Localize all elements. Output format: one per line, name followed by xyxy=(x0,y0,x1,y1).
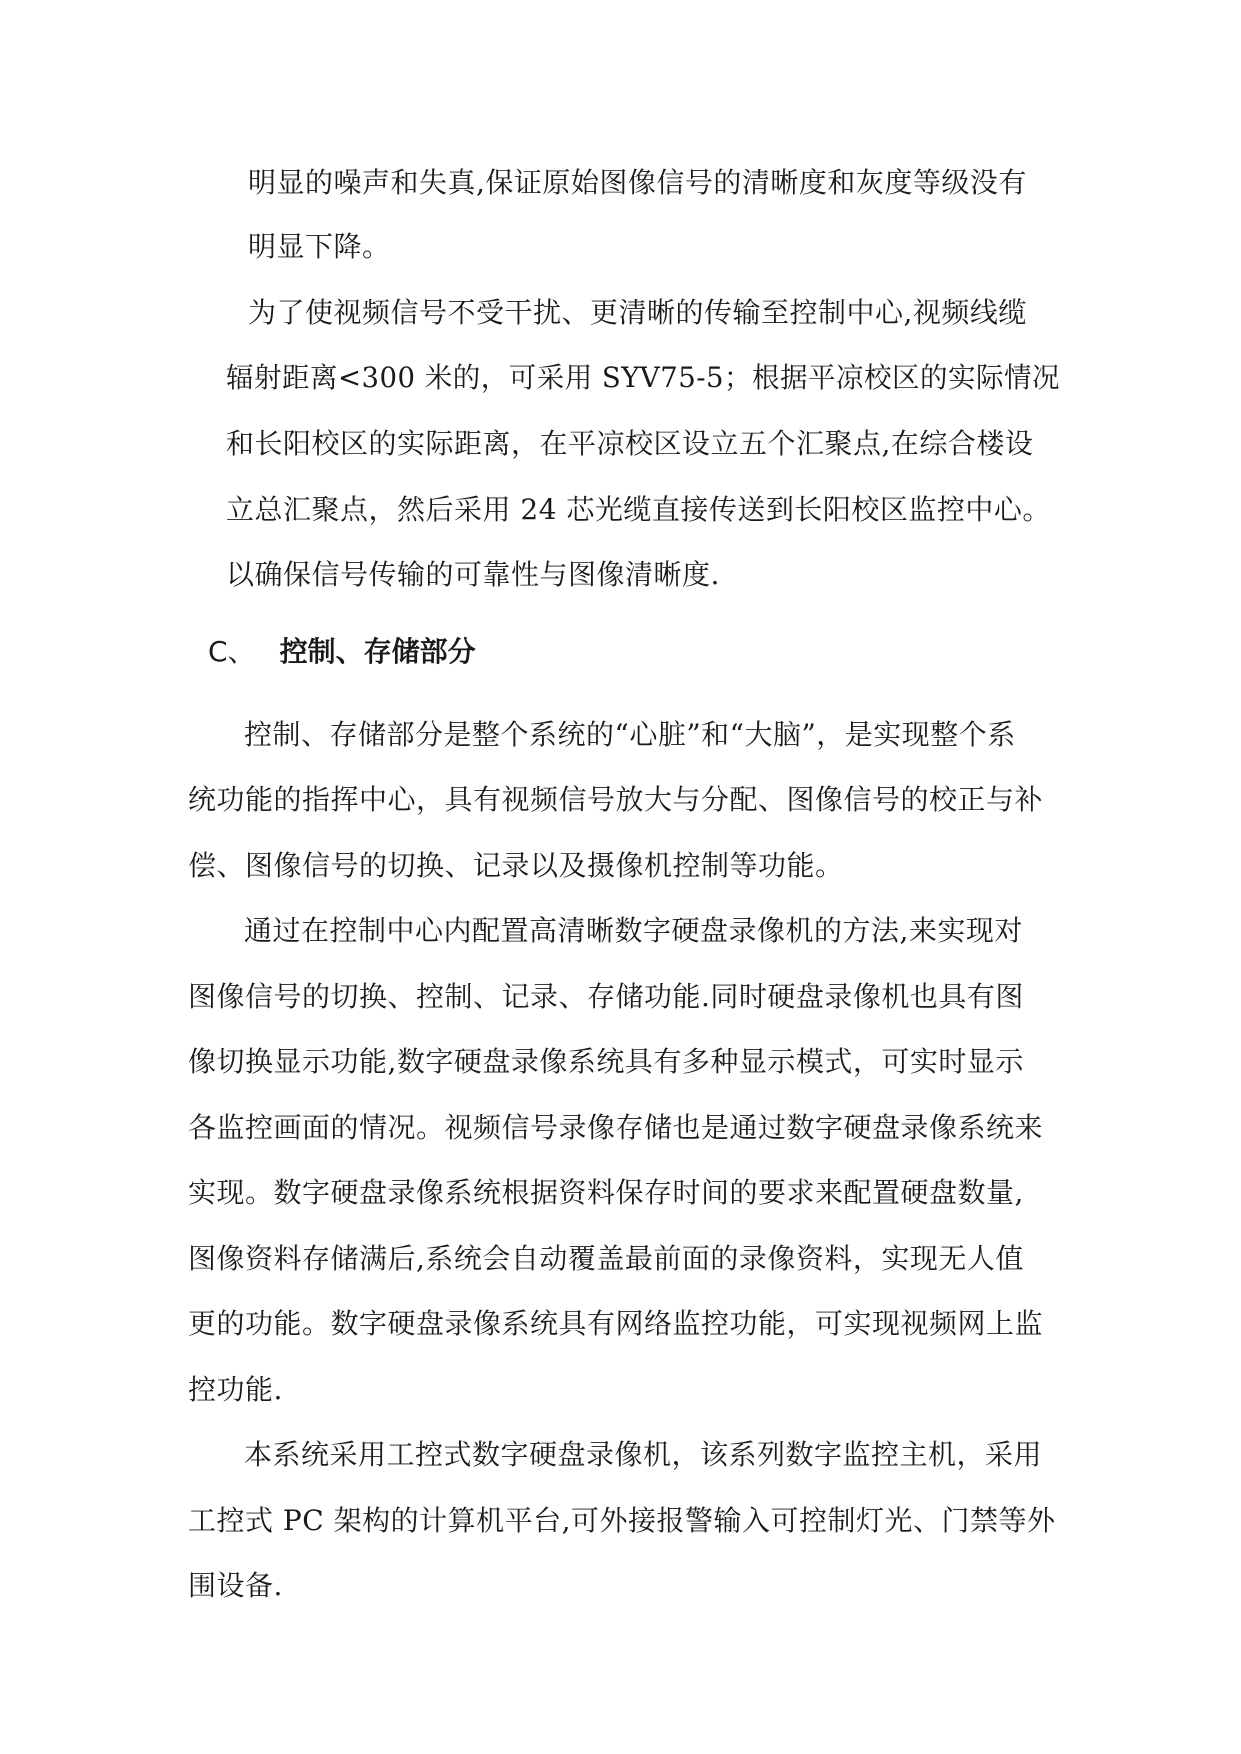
transmission-line-5: 以确保信号传输的可靠性与图像清晰度. xyxy=(226,558,720,591)
para3-line-1: 本系统采用工控式数字硬盘录像机，该系列数字监控主机，采用 xyxy=(244,1438,1043,1471)
para2-line-4: 各监控画面的情况。视频信号录像存储也是通过数字硬盘录像系统来 xyxy=(188,1111,1044,1144)
transmission-line-4: 立总汇聚点，然后采用 24 芯光缆直接传送到长阳校区监控中心。 xyxy=(226,493,1051,526)
transmission-line-2: 辐射距离<300 米的，可采用 SYV75-5；根据平凉校区的实际情况 xyxy=(226,361,1060,394)
para2-line-3: 像切换显示功能,数字硬盘录像系统具有多种显示模式，可实时显示 xyxy=(188,1045,1024,1078)
para2-line-6: 图像资料存储满后,系统会自动覆盖最前面的录像资料，实现无人值 xyxy=(188,1242,1024,1275)
para1-line-2: 统功能的指挥中心，具有视频信号放大与分配、图像信号的校正与补 xyxy=(188,783,1044,816)
transmission-line-3: 和长阳校区的实际距离，在平凉校区设立五个汇聚点,在综合楼设 xyxy=(226,427,1034,460)
section-c-heading xyxy=(208,635,476,669)
section-c-title: 控制、存储部分 xyxy=(279,635,476,668)
para1-line-1: 控制、存储部分是整个系统的“心脏”和“大脑”，是实现整个系 xyxy=(244,718,1016,751)
para2-line-7: 更的功能。数字硬盘录像系统具有网络监控功能，可实现视频网上监 xyxy=(188,1307,1044,1340)
para3-line-2: 工控式 PC 架构的计算机平台,可外接报警输入可控制灯光、门禁等外 xyxy=(188,1504,1056,1537)
para1-line-3: 偿、图像信号的切换、记录以及摄像机控制等功能。 xyxy=(188,849,844,882)
para2-line-1: 通过在控制中心内配置高清晰数字硬盘录像机的方法,来实现对 xyxy=(244,914,1023,947)
intro-line-1: 明显的噪声和失真,保证原始图像信号的清晰度和灰度等级没有 xyxy=(248,166,1027,199)
para2-line-8: 控功能. xyxy=(188,1373,283,1406)
para2-line-2: 图像信号的切换、控制、记录、存储功能.同时硬盘录像机也具有图 xyxy=(188,980,1024,1013)
para3-line-3: 围设备. xyxy=(188,1569,283,1602)
section-c-label: C、 xyxy=(208,635,256,668)
para2-line-5: 实现。数字硬盘录像系统根据资料保存时间的要求来配置硬盘数量, xyxy=(188,1176,1024,1209)
transmission-line-1: 为了使视频信号不受干扰、更清晰的传输至控制中心,视频线缆 xyxy=(248,296,1027,329)
intro-line-2: 明显下降。 xyxy=(248,230,391,263)
